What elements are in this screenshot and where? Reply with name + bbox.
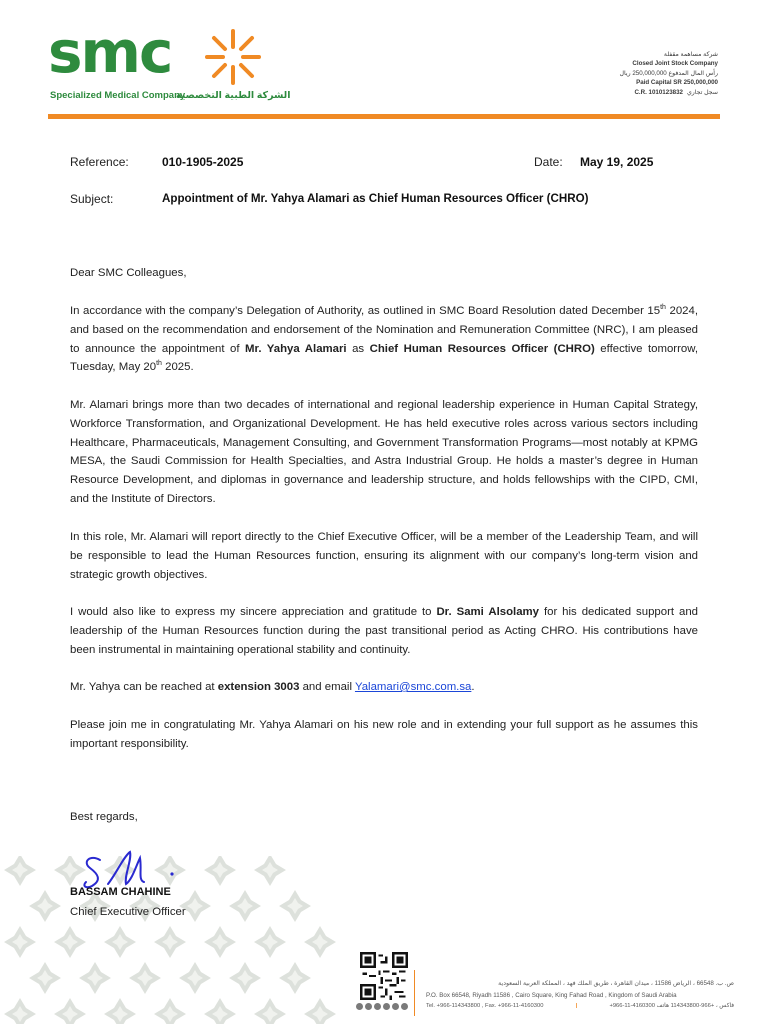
cr-arabic: سجل تجاري	[686, 88, 718, 96]
capital-english: Paid Capital SR 250,000,000	[636, 79, 718, 87]
email-link[interactable]: Yalamari@smc.com.sa	[354, 681, 472, 693]
paragraph-congratulations: Please join me in congratulating Mr. Yahya Alamari on his new role and in extending your full support as he assumes this important responsibility.	[70, 719, 698, 750]
social-icons	[356, 1003, 408, 1010]
appointee-name: Mr. Yahya Alamari	[245, 342, 347, 355]
address-arabic: ص. ب. 66548 ، الرياض 11586 ، ميدان القاهرة ، طريق الملك فهد ، المملكة العربية السعودية	[498, 980, 734, 987]
social-icon[interactable]	[365, 1003, 372, 1010]
company-type-english: Closed Joint Stock Company	[632, 60, 718, 68]
social-icon[interactable]	[374, 1003, 381, 1010]
tel-english: Tel. +966-114343800 , Fax. +966-11-4160300	[426, 1003, 544, 1009]
subject-value: Appointment of Mr. Yahya Alamari as Chief Human Resources Officer (CHRO)	[162, 192, 589, 205]
social-icon[interactable]	[356, 1003, 363, 1010]
cr-number: C.R. 1010123832	[634, 88, 683, 96]
closing: Best regards,	[70, 811, 138, 823]
signer-title: Chief Executive Officer	[70, 906, 186, 918]
paragraph-experience: Mr. Alamari brings more than two decades of international and regional leadership experience in Human Capital Strategy, Workforce Transformation, and Organizational Development. He has held executive roles across various sectors including Healthcare, Pharmaceuticals, Management Consulting, and Government Transformation Programs—most notably at KPMG MESA, the Saudi Commission for Health Specialties, and Astra Industrial Group. He holds a master’s degree in Human Resource Development, and diplomas in governance and leadership structure, and holds fellowships with the CIPD, CMI, and the Institute of Directors.	[70, 399, 698, 505]
social-icon[interactable]	[392, 1003, 399, 1010]
paragraph-appreciation: I would also like to express my sincere appreciation and gratitude to Dr. Sami Alsolamy for his dedicated support and leadership of the Human Resources function during the past transitional period as Acting CHRO. His contributions have been instrumental in maintaining operational stability and continuity.	[70, 606, 698, 656]
paragraph-role: In this role, Mr. Alamari will report directly to the Chief Executive Officer, will be a member of the Leadership Team, and will be responsible to lead the Human Resources function, ensuring its alignment with our company’s long-term vision and strategic growth objectives.	[70, 531, 698, 581]
phone-fax-row	[426, 1003, 734, 1009]
footer-divider	[414, 970, 415, 1016]
tel-arabic: +966-11-4160300 فاكس ، +966-114343800 هاتف	[609, 1003, 734, 1009]
address-english: P.O. Box 66548, Riyadh 11586 , Cairo Square, King Fahad Road , Kingdom of Saudi Arabia	[426, 992, 677, 999]
social-icon[interactable]	[383, 1003, 390, 1010]
company-type-arabic: شركة مساهمة مقفلة	[663, 51, 718, 58]
sun-burst-logo-icon	[204, 28, 262, 86]
company-name-arabic: الشركة الطبية التخصصية	[176, 90, 291, 101]
date-label: Date:	[534, 155, 563, 169]
corporate-info	[620, 50, 719, 97]
appointee-role: Chief Human Resources Officer (CHRO)	[369, 342, 595, 355]
qr-code-icon	[360, 952, 408, 1000]
date-value: May 19, 2025	[580, 155, 654, 169]
header-divider	[48, 114, 720, 119]
extension-number: extension 3003	[217, 681, 300, 693]
signer-name: BASSAM CHAHINE	[70, 886, 171, 898]
paragraph-contact: Mr. Yahya can be reached at extension 3003 and email Yalamari@smc.com.sa.	[70, 681, 475, 693]
greeting: Dear SMC Colleagues,	[70, 267, 187, 279]
company-name-english: Specialized Medical Company	[50, 90, 186, 101]
reference-label: Reference:	[70, 155, 129, 169]
subject-label: Subject:	[70, 192, 114, 206]
paragraph-appointment: In accordance with the company’s Delegation of Authority, as outlined in SMC Board Resolution dated December 15th 2024, and based on the recommendation and endorsement of the Nomination and Remuneration Committee (NRC), I am pleased to announce the appointment of Mr. Yahya Alamari as Chief Human Resources Officer (CHRO) effective tomorrow, Tuesday, May 20th 2025.	[70, 304, 699, 374]
capital-arabic: رأس المال المدفوع 250,000,000 ريال	[619, 69, 718, 77]
smc-logo-wordmark: smc	[48, 18, 172, 86]
reference-value: 010-1905-2025	[162, 155, 244, 169]
phone-separator: |	[575, 1003, 578, 1009]
acting-chro-name: Dr. Sami Alsolamy	[436, 606, 539, 618]
social-icon[interactable]	[401, 1003, 408, 1010]
